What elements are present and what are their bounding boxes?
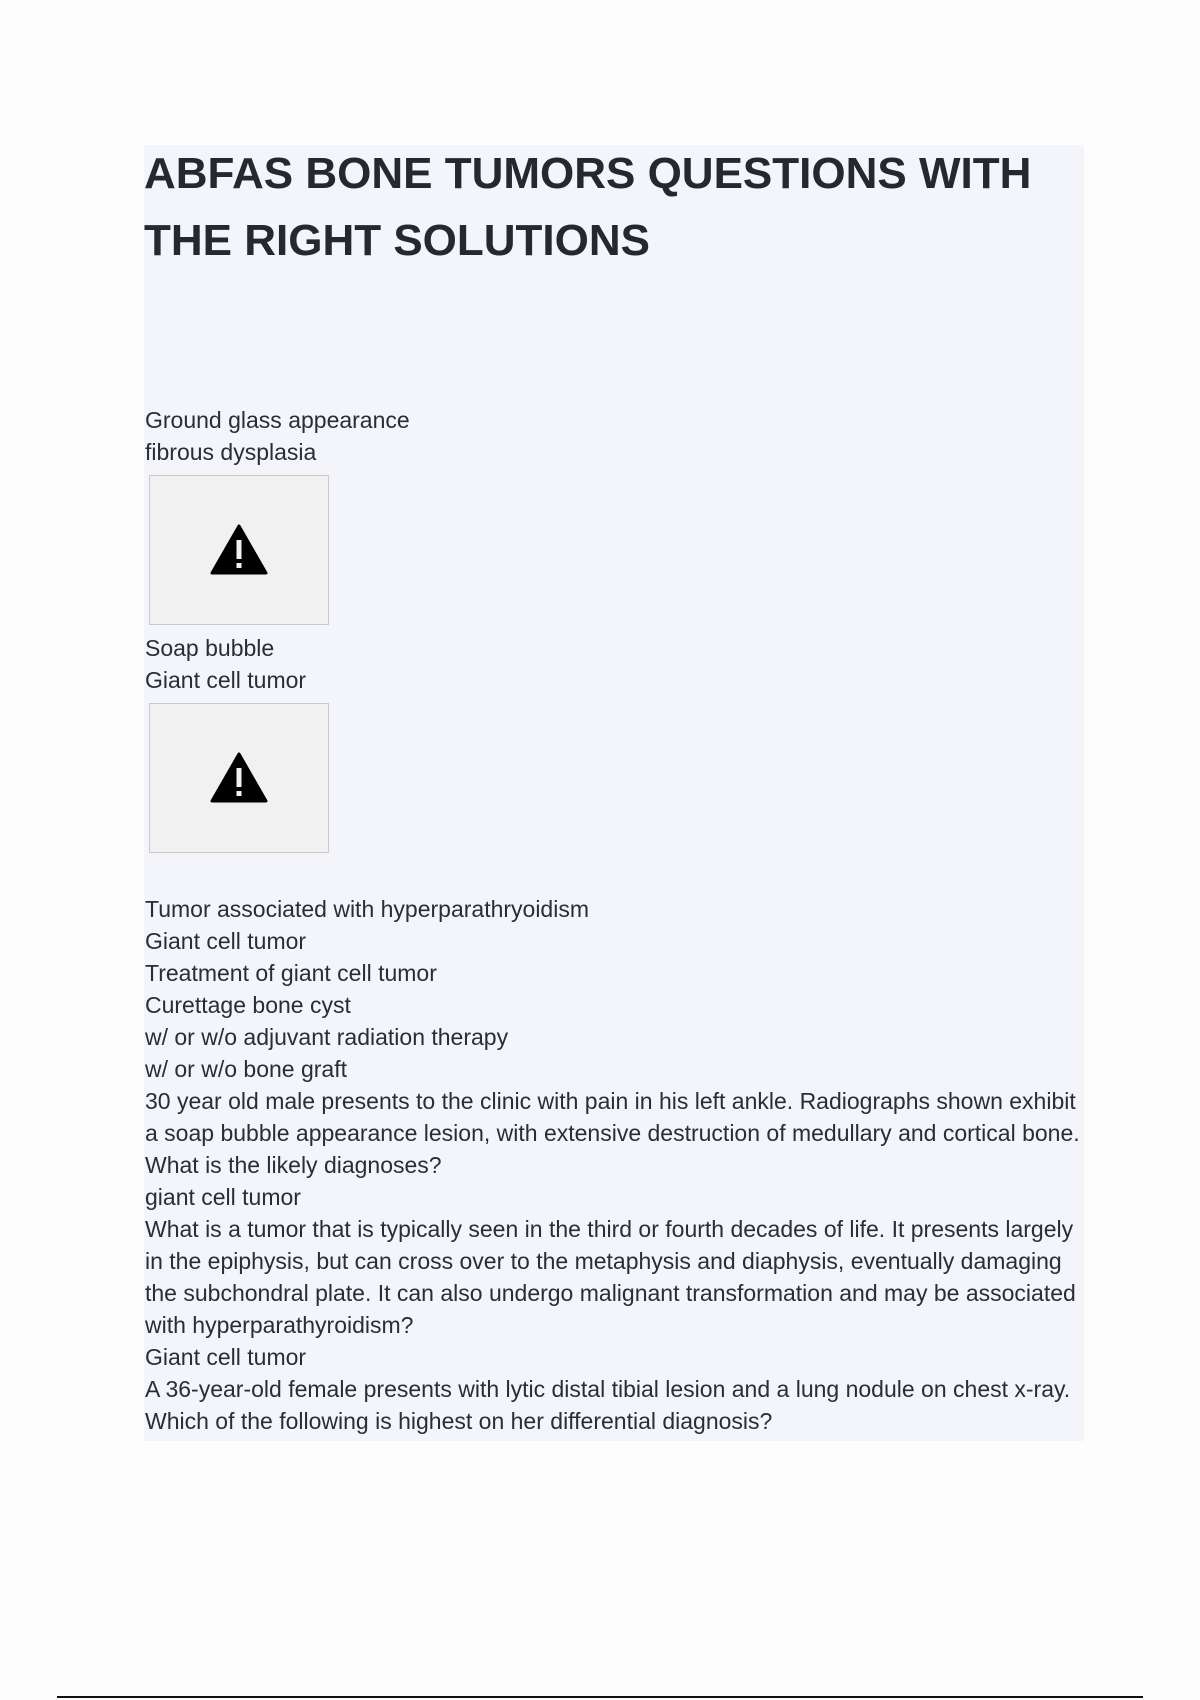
answer-text: Giant cell tumor — [145, 667, 307, 693]
answer-text: Curettage bone cyst — [145, 992, 351, 1018]
question-text: Tumor associated with hyperparathryoidism — [145, 896, 589, 922]
answer-text: w/ or w/o bone graft — [145, 1056, 347, 1082]
answer-text: fibrous dysplasia — [145, 439, 317, 465]
question-text: Ground glass appearance — [145, 407, 410, 433]
answer-text: giant cell tumor — [145, 1184, 301, 1210]
answer-text: Giant cell tumor — [145, 1344, 307, 1370]
footer-divider — [57, 1696, 1143, 1698]
question-text: Treatment of giant cell tumor — [145, 960, 437, 986]
warning-triangle-icon — [210, 752, 268, 804]
question-text: What is a tumor that is typically seen in the third or fourth decades of life. It presents largely in the epiphysis, but can cross over to the metaphysis and diaphysis, eventually damaging the subchondral plate. It can also undergo malignant transformation and may be associated with hyperparathyroidism? — [145, 1216, 1076, 1338]
answer-text: Giant cell tumor — [145, 928, 307, 954]
answer-text: w/ or w/o adjuvant radiation therapy — [145, 1024, 509, 1050]
question-text: 30 year old male presents to the clinic with pain in his left ankle. Radiographs shown exhibit a soap bubble appearance lesion, with extensive destruction of medullary and cortical bone. What is the likely diagnoses? — [145, 1088, 1080, 1178]
question-text: A 36-year-old female presents with lytic distal tibial lesion and a lung nodule on chest x-ray. Which of the following is highest on her differential diagnosis? — [145, 1376, 1071, 1434]
warning-triangle-icon — [210, 524, 268, 576]
broken-image-placeholder — [149, 703, 329, 853]
question-text: Soap bubble — [145, 635, 275, 661]
document-title: ABFAS BONE TUMORS QUESTIONS WITH THE RIGHT SOLUTIONS — [144, 149, 1032, 265]
broken-image-placeholder — [149, 475, 329, 625]
